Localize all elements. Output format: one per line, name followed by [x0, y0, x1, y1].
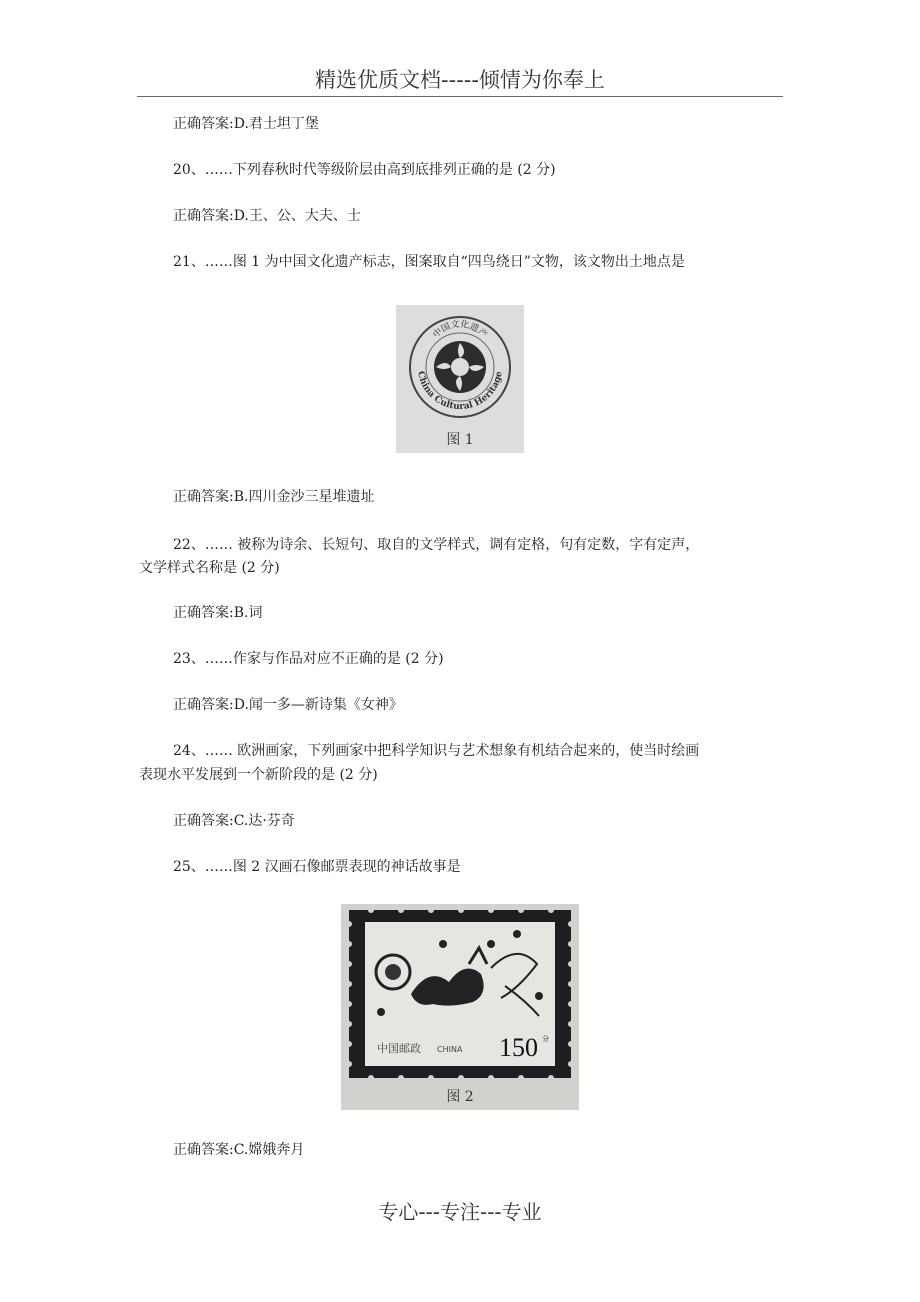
question-21: 21、……图 1 为中国文化遗产标志，图案取自“四鸟绕日”文物，该文物出土地点是	[173, 254, 685, 270]
question-22-line-1: 22、…… 被称为诗余、长短句、取自的文学样式，调有定格，句有定数，字有定声，	[173, 537, 700, 553]
figure-1-caption: 图 1	[446, 432, 474, 448]
question-25: 25、……图 2 汉画石像邮票表现的神话故事是	[173, 859, 461, 875]
answer-22: 正确答案:B.词	[173, 605, 263, 621]
stamp-value-text: 150	[499, 1033, 538, 1062]
answer-19: 正确答案:D.君士坦丁堡	[173, 116, 319, 132]
question-24-line-1: 24、…… 欧洲画家，下列画家中把科学知识与艺术想象有机结合起来的，使当时绘画	[173, 743, 700, 759]
question-20: 20、……下列春秋时代等级阶层由高到底排列正确的是 (2 分)	[173, 162, 556, 178]
figure-1-china-cultural-heritage-seal	[396, 305, 524, 453]
figure-2-caption: 图 2	[446, 1089, 474, 1105]
page-header: 精选优质文档-----倾情为你奉上	[137, 66, 783, 97]
answer-20: 正确答案:D.王、公、大夫、士	[173, 208, 361, 224]
seal-top-text: 中国文化遗产	[431, 319, 489, 341]
stamp-country-en-text: CHINA	[437, 1045, 463, 1054]
answer-23: 正确答案:D.闻一多—新诗集《女神》	[173, 697, 403, 713]
figure-2-han-stone-stamp	[341, 904, 579, 1110]
question-22-line-2: 文学样式名称是 (2 分)	[139, 560, 280, 576]
page-footer: 专心---专注---专业	[378, 1200, 542, 1224]
stamp-value-unit-text: 分	[542, 1035, 549, 1043]
question-23: 23、……作家与作品对应不正确的是 (2 分)	[173, 651, 444, 667]
answer-25: 正确答案:C.嫦娥奔月	[173, 1142, 305, 1158]
answer-21: 正确答案:B.四川金沙三星堆遗址	[173, 489, 375, 505]
stamp-graphic	[341, 904, 579, 1084]
answer-24: 正确答案:C.达·芬奇	[173, 813, 295, 829]
seal-ring-text: China Cultural Heritage	[415, 370, 505, 413]
question-24-line-2: 表现水平发展到一个新阶段的是 (2 分)	[139, 767, 378, 783]
stamp-country-text: 中国邮政	[377, 1042, 421, 1055]
